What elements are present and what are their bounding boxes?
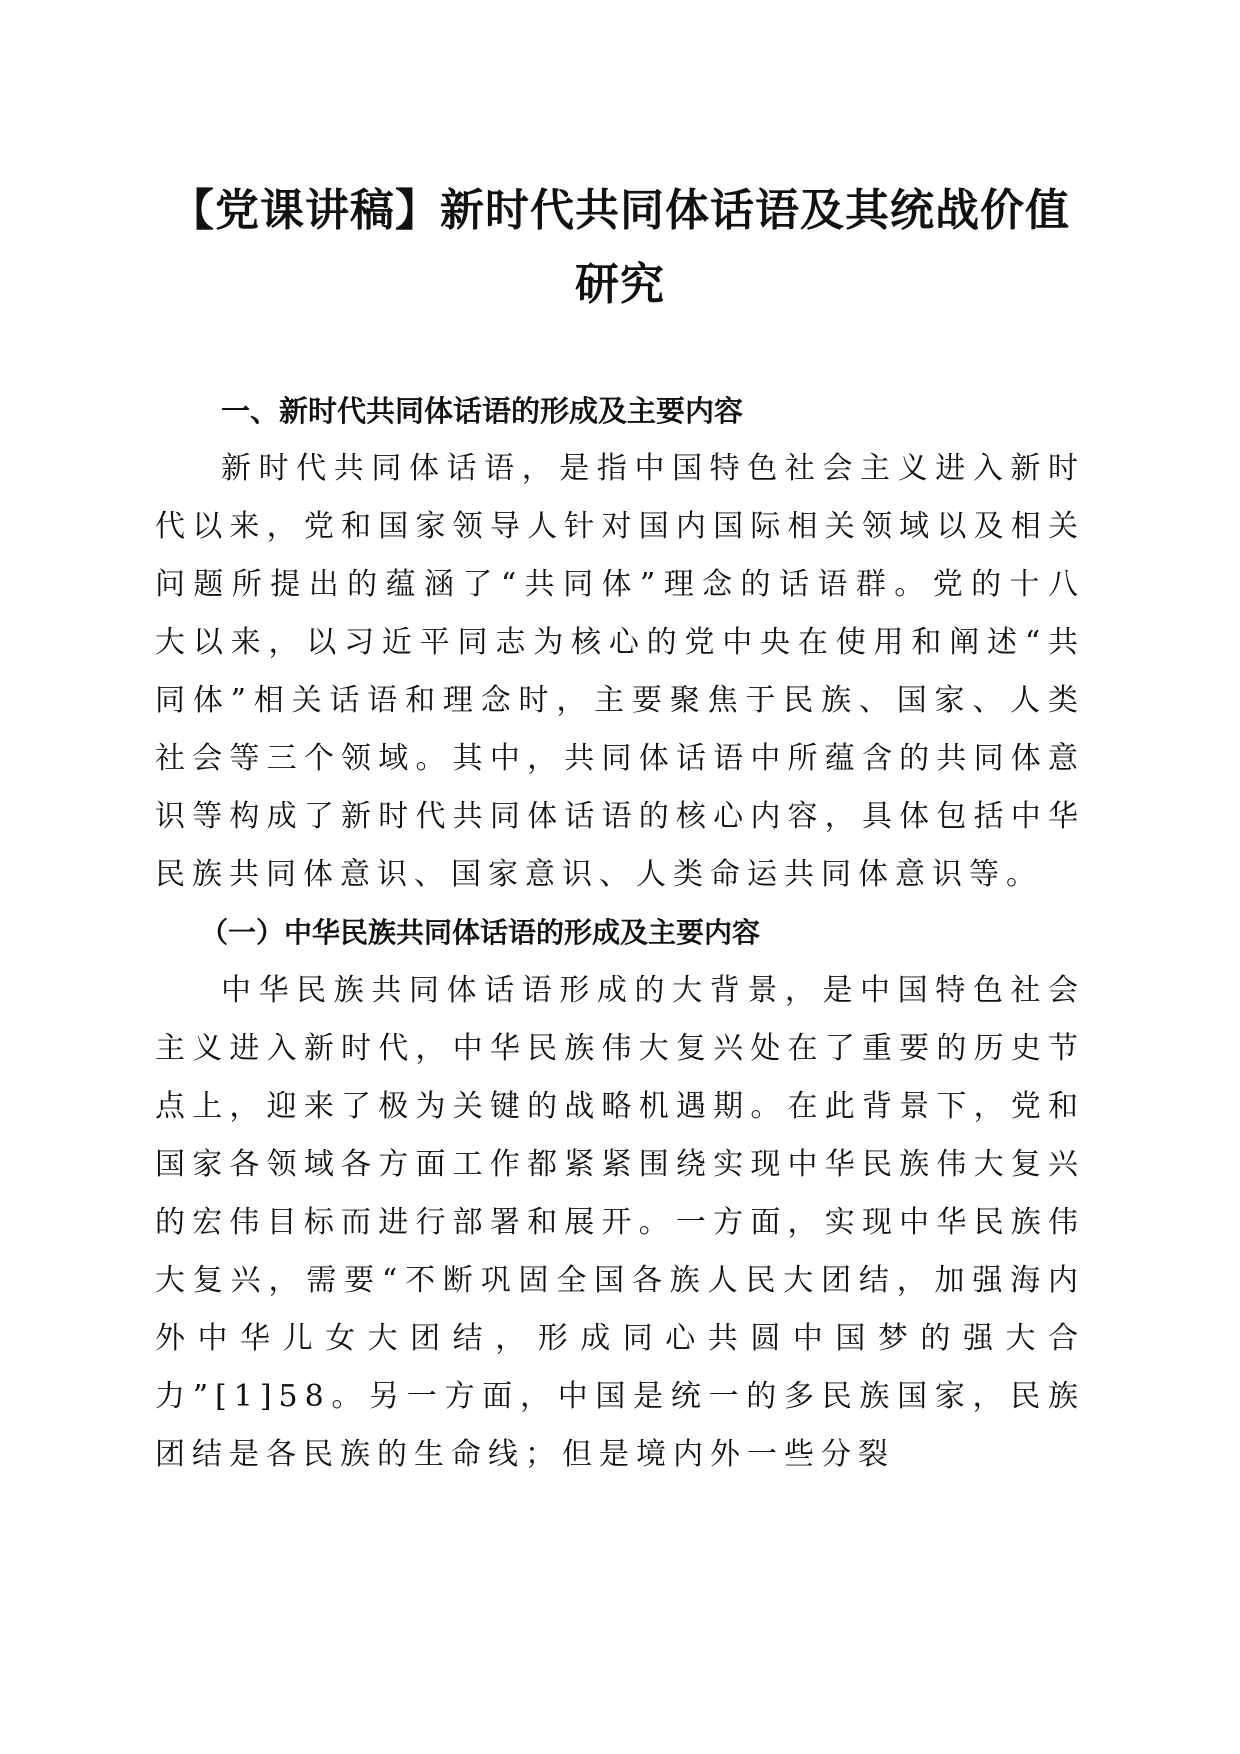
document-title [155,174,1085,322]
document-title-line-1: 【党课讲稿】新时代共同体话语及其统战价值 [170,185,1070,236]
section-paragraph-1: 新时代共同体话语，是指中国特色社会主义进入新时代以来，党和国家领导人针对国内国际相关领域以及相关问题所提出的蕴涵了“共同体”理念的话语群。党的十八大以来，以习近平同志为核心的党中央在使用和阐述“共同体”相关话语和理念时，主要聚焦于民族、国家、人类社会等三个领域。其中，共同体话语中所蕴含的共同体意识等构成了新时代共同体话语的核心内容，具体包括中华民族共同体意识、国家意识、人类命运共同体意识等。 [155,451,1085,892]
section-heading-2: （一）中华民族共同体话语的形成及主要内容 [200,916,761,949]
document-title-line-2: 研究 [575,259,665,310]
section-paragraph-2: 中华民族共同体话语形成的大背景，是中国特色社会主义进入新时代，中华民族伟大复兴处在了重要的历史节点上，迎来了极为关键的战略机遇期。在此背景下，党和国家各领域各方面工作都紧紧围绕实现中华民族伟大复兴的宏伟目标而进行部署和展开。一方面，实现中华民族伟大复兴，需要“不断巩固全国各族人民大团结，加强海内外中华儿女大团结，形成同心共圆中国梦的强大合力”[1]58。另一方面，中国是统一的多民族国家，民族团结是各民族的生命线；但是境内外一些分裂 [155,973,1085,1472]
document-body [155,382,1085,1484]
section-heading-1: 一、新时代共同体话语的形成及主要内容 [221,394,744,428]
